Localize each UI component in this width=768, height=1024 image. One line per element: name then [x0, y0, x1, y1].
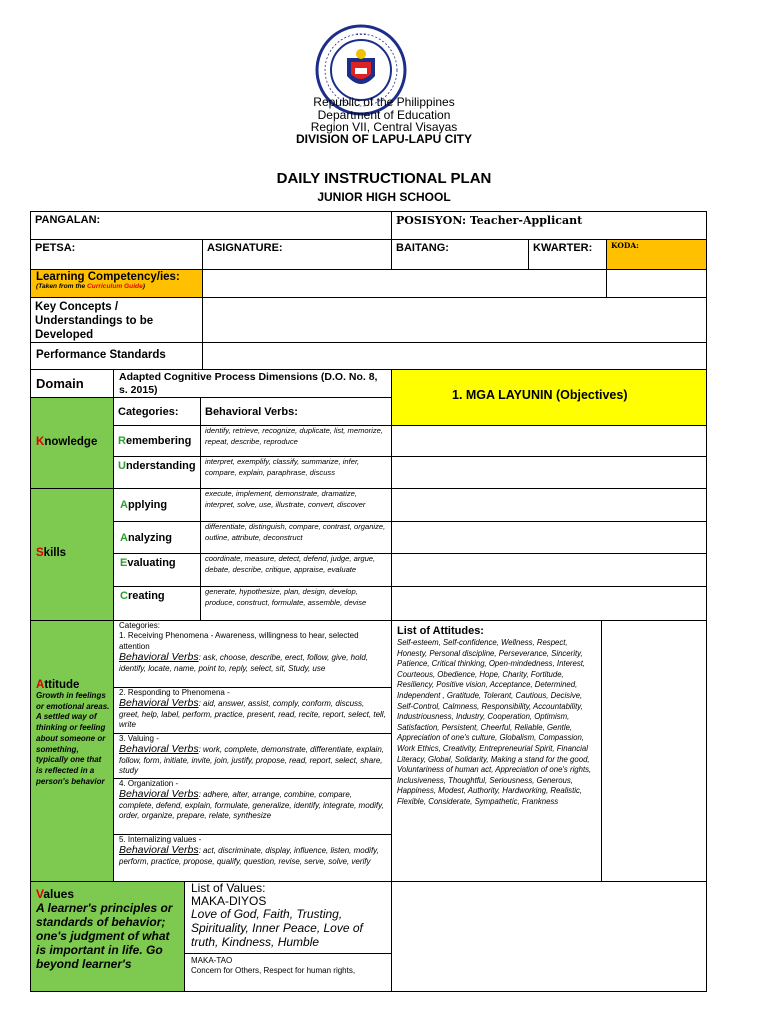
knowledge-domain: Knowledge — [30, 397, 114, 489]
objective-applying[interactable] — [391, 488, 707, 522]
header-division: DIVISION OF LAPU-LAPU CITY — [295, 132, 472, 146]
performance-standards-label: Performance Standards — [30, 342, 203, 370]
list-of-values: List of Values: MAKA-DIYOS Love of God, Faith, Trusting, Spirituality, Inner Peace, Love of truth, Kindness, Humble MAKA-TAO Concern for Others, Respect for human rights, — [184, 881, 392, 992]
verbs-creating: generate, hypothesize, plan, design, develop, produce, construct, formulate, assemble, devise — [200, 586, 392, 621]
header-country: Republic of the Philippines — [313, 95, 455, 109]
header-department: Department of Education — [317, 108, 451, 122]
objective-values[interactable] — [391, 881, 707, 992]
objective-attitude[interactable] — [601, 620, 707, 882]
category-remembering: Remembering — [113, 425, 201, 457]
attitude-item-responding: 2. Responding to Phenomena - Behavioral Verbs: aid, answer, assist, comply, conform, discuss, greet, help, label, perform, practice, present, read, recite, report, select, tell, write — [113, 687, 392, 734]
verbs-evaluating: coordinate, measure, detect, defend, judge, argue, debate, describe, critique, appraise, evaluate — [200, 553, 392, 587]
attitude-item-valuing: 3. Valuing - Behavioral Verbs: work, complete, demonstrate, differentiate, explain, follow, form, initiate, invite, join, justify, propose, read, report, select, share, study — [113, 733, 392, 779]
svg-text:▪ ▪ ▪: ▪ ▪ ▪ — [356, 32, 366, 38]
header-region: Region VII, Central Visayas — [310, 120, 458, 134]
attitude-item-organization: 4. Organization - Behavioral Verbs: adhere, alter, arrange, combine, compare, complete, defend, explain, formulate, generalize, identify, integrate, modify, order, organize, prepare, relate, synthesize — [113, 778, 392, 835]
verbs-understanding: interpret, exemplify, classify, summarize, infer, compare, explain, paraphrase, discuss — [200, 456, 392, 489]
objective-analyzing[interactable] — [391, 521, 707, 554]
skills-domain: Skills — [30, 488, 114, 621]
baitang-field[interactable]: BAITANG: — [391, 239, 529, 270]
pangalan-field[interactable]: PANGALAN: — [30, 211, 392, 240]
acpd-header: Adapted Cognitive Process Dimensions (D.O. No. 8, s. 2015) — [113, 369, 392, 398]
key-concepts-label: Key Concepts / Understandings to be Developed — [30, 297, 203, 343]
attitude-domain: Attitude Growth in feelings or emotional areas. A settled way of thinking or feeling about someone or something, typically one that is reflected in a person's behavior — [30, 620, 114, 882]
objective-understanding[interactable] — [391, 456, 707, 489]
domain-header: Domain — [30, 369, 114, 398]
kwarter-field[interactable]: KWARTER: — [528, 239, 607, 270]
document-subtitle: JUNIOR HIGH SCHOOL — [317, 190, 451, 204]
objective-remembering[interactable] — [391, 425, 707, 457]
list-of-attitudes: List of Attitudes: Self-esteem, Self-confidence, Wellness, Respect, Honesty, Personal discipline, Perseverance, Sincerity, Patience, Critical thinking, Open-mindedness, Interest, Courteous, Obedience, Hope, Charity, Fortitude, Resiliency, Positive vision, Acceptance, Determined, Independent , Gratitude, Tolerant, Cautious, Decisive, Self-Control, Calmness, Responsibility, Accountability, Industriousness, Industry, Cooperation, Optimism, Satisfaction, Persistent, Cheerful, Reliable, Gentle, Appreciation of one's culture, Globalism, Compassion, Work Ethics, Creativity, Entrepreneurial Spirit, Financial Literacy, Global, Solidarity, Making a stand for the good, Voluntariness of human act, Appreciation of one's rights, Inclusiveness, Thoughtful, Seriousness, Generous, Happiness, Modest, Authority, Hardworking, Realistic, Flexible, Considerate, Sympathetic, Frankness — [391, 620, 602, 882]
petsa-field[interactable]: PETSA: — [30, 239, 203, 270]
koda-field[interactable]: KODA: — [606, 239, 707, 270]
posisyon-field[interactable]: POSISYON: Teacher-Applicant — [391, 211, 707, 240]
category-applying: Applying — [113, 488, 201, 522]
document-title: DAILY INSTRUCTIONAL PLAN — [276, 170, 492, 187]
category-evaluating: Evaluating — [113, 553, 201, 587]
objective-creating[interactable] — [391, 586, 707, 621]
category-understanding: Understanding — [113, 456, 201, 489]
verbs-applying: execute, implement, demonstrate, dramatize, interpret, solve, use, illustrate, convert, discover — [200, 488, 392, 522]
attitude-item-internalizing: 5. Internalizing values - Behavioral Verbs: act, discriminate, display, influence, listen, modify, perform, practice, propose, qualify, question, revise, serve, solve, verify — [113, 834, 392, 882]
objective-evaluating[interactable] — [391, 553, 707, 587]
values-domain: Values A learner's principles or standards of behavior; one's judgment of what is important in life. Go beyond learner's — [30, 881, 185, 992]
learning-competency-field[interactable] — [202, 269, 607, 298]
learning-competency-label: Learning Competency/ies: (Taken from the Curriculum Guide) — [30, 269, 203, 298]
performance-standards-field[interactable] — [202, 342, 707, 370]
category-analyzing: Analyzing — [113, 521, 201, 554]
categories-header: Categories: — [113, 397, 201, 426]
key-concepts-field[interactable] — [202, 297, 707, 343]
asignature-field[interactable]: ASIGNATURE: — [202, 239, 392, 270]
verbs-analyzing: differentiate, distinguish, compare, contrast, organize, outline, attribute, deconstruct — [200, 521, 392, 554]
behavioral-verbs-header: Behavioral Verbs: — [200, 397, 392, 426]
category-creating: Creating — [113, 586, 201, 621]
learning-competency-code[interactable] — [606, 269, 707, 298]
attitude-item-receiving: Categories: 1. Receiving Phenomena - Awareness, willingness to hear, selected attention Behavioral Verbs: ask, choose, describe, erect, follow, give, hold, identify, locate, name, point to, reply, select, sit, Study, use — [113, 620, 392, 688]
verbs-remembering: identify, retrieve, recognize, duplicate, list, memorize, repeat, describe, reproduce — [200, 425, 392, 457]
objectives-header: 1. MGA LAYUNIN (Objectives) — [391, 369, 707, 426]
attitude-description: Growth in feelings or emotional areas. A settled way of thinking or feeling about someone or something, typically one that is reflected in a person's behavior — [36, 691, 110, 786]
